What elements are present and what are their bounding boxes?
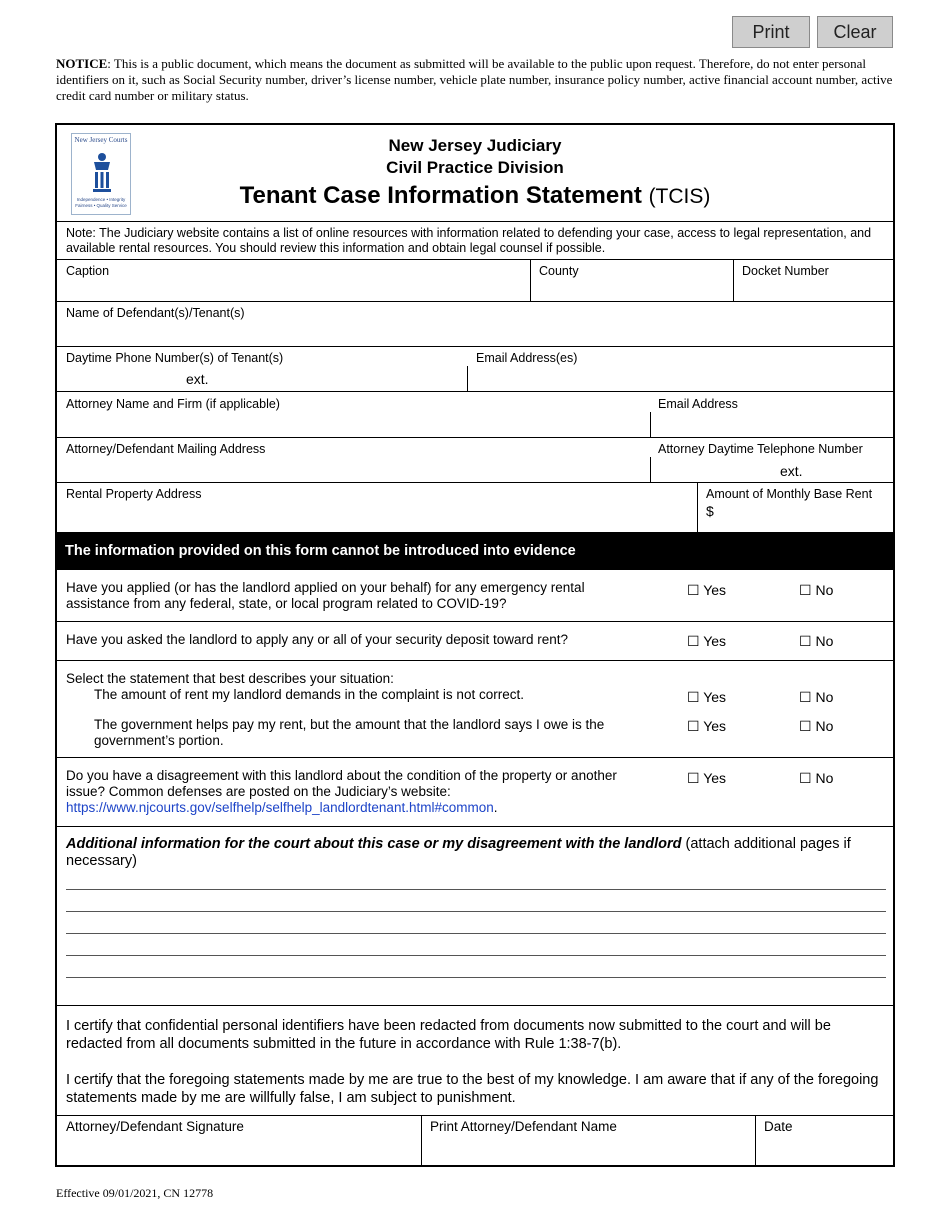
email-addresses-label: Email Address(es)	[476, 351, 578, 365]
checkbox-icon: ☐	[799, 582, 812, 598]
notice-paragraph	[56, 56, 896, 104]
docket-number-label: Docket Number	[742, 264, 829, 278]
attorney-name-label: Attorney Name and Firm (if applicable)	[66, 397, 280, 411]
yes-label: Yes	[703, 689, 727, 705]
divider	[57, 301, 893, 302]
additional-info-bold: Additional information for the court about this case or my disagreement with the landlord	[66, 836, 682, 852]
q4-text: Do you have a disagreement with this landlord about the condition of the property or another issue? Common defenses are posted on the Judiciary’s website:	[66, 768, 617, 799]
writing-line[interactable]	[66, 889, 886, 890]
notice-text: : This is a public document, which means the document as submitted will be available to the public upon request. Therefore, do not enter personal identifiers on it, such as Social Security number, driver’s license number, vehicle plate number, insurance policy number, active financial account number, active credit card number or military status.	[56, 56, 893, 103]
writing-line[interactable]	[66, 911, 886, 912]
divider	[57, 621, 893, 622]
checkbox-icon: ☐	[687, 718, 700, 734]
question-situation-intro: Select the statement that best describes your situation:	[66, 671, 394, 686]
daytime-phone-label: Daytime Phone Number(s) of Tenant(s)	[66, 351, 284, 365]
q4-no-checkbox[interactable]	[799, 770, 833, 786]
question-government-portion: The government helps pay my rent, but the amount that the landlord says I owe is the government’s portion.	[94, 717, 605, 748]
checkbox-icon: ☐	[687, 633, 700, 649]
monthly-rent-label: Amount of Monthly Base Rent	[706, 487, 873, 501]
print-button[interactable]: Print	[732, 16, 810, 48]
certification-redaction: I certify that confidential personal identifiers have been redacted from documents now submitted to the court and will be redacted from all documents submitted in the future in accordance with Rule 1:38-7(b).	[66, 1018, 831, 1052]
q4-end: .	[493, 800, 498, 815]
divider	[57, 1005, 893, 1006]
email-address-label: Email Address	[658, 397, 738, 411]
divider	[755, 1115, 756, 1167]
additional-info-rest: (attach additional pages if necessary)	[66, 836, 851, 869]
org-name: New Jersey Judiciary	[388, 136, 562, 155]
divider	[57, 437, 893, 438]
county-label: County	[539, 264, 579, 278]
divider	[57, 221, 893, 222]
no-label: No	[815, 770, 834, 786]
divider	[57, 757, 893, 758]
q2-yes-checkbox[interactable]	[687, 633, 726, 649]
effective-date-footer: Effective 09/01/2021, CN 12778	[56, 1186, 214, 1200]
certification-truth: I certify that the foregoing statements made by me are true to the best of my knowledge. I am aware that if any of the foregoing statements made by me are willfully false, I am subject to punishment.	[66, 1072, 879, 1106]
form-title	[57, 182, 893, 210]
divider	[57, 482, 893, 483]
divider	[57, 391, 893, 392]
q3a-no-checkbox[interactable]	[799, 689, 833, 705]
writing-line[interactable]	[66, 933, 886, 934]
divider	[57, 1115, 893, 1116]
no-label: No	[815, 718, 834, 734]
checkbox-icon: ☐	[687, 689, 700, 705]
tcis-form	[55, 123, 895, 1167]
form-title-abbr: (TCIS)	[648, 185, 711, 208]
writing-line[interactable]	[66, 955, 886, 956]
q2-no-checkbox[interactable]	[799, 633, 833, 649]
question-security-deposit: Have you asked the landlord to apply any or all of your security deposit toward rent?	[66, 632, 569, 647]
checkbox-icon: ☐	[799, 770, 812, 786]
clear-button[interactable]: Clear	[817, 16, 893, 48]
checkbox-icon: ☐	[799, 633, 812, 649]
checkbox-icon: ☐	[687, 770, 700, 786]
q4-yes-checkbox[interactable]	[687, 770, 726, 786]
q1-no-checkbox[interactable]	[799, 582, 833, 598]
no-label: No	[815, 633, 834, 649]
attorney-phone-label: Attorney Daytime Telephone Number	[658, 442, 863, 456]
notice-label: NOTICE	[56, 56, 108, 71]
form-title-text: Tenant Case Information Statement	[239, 182, 642, 209]
defenses-link[interactable]: https://www.njcourts.gov/selfhelp/selfhelp_landlordtenant.html#common	[66, 800, 494, 815]
date-label: Date	[764, 1119, 793, 1134]
checkbox-icon: ☐	[799, 689, 812, 705]
no-label: No	[815, 582, 834, 598]
rental-address-label: Rental Property Address	[66, 487, 202, 501]
attorney-phone-ext-label: ext.	[780, 463, 803, 479]
checkbox-icon: ☐	[799, 718, 812, 734]
divider	[650, 412, 651, 437]
q3a-yes-checkbox[interactable]	[687, 689, 726, 705]
yes-label: Yes	[703, 770, 727, 786]
mailing-address-label: Attorney/Defendant Mailing Address	[66, 442, 266, 456]
judiciary-note: Note: The Judiciary website contains a list of online resources with information related to defending your case, access to legal representation, and available rental resources. You should review this information and obtain legal counsel if possible.	[66, 226, 872, 255]
yes-label: Yes	[703, 582, 727, 598]
divider	[530, 259, 531, 301]
caption-label: Caption	[66, 264, 110, 278]
yes-label: Yes	[703, 633, 727, 649]
question-rent-incorrect: The amount of rent my landlord demands in the complaint is not correct.	[94, 687, 524, 702]
divider	[57, 259, 893, 260]
signature-label: Attorney/Defendant Signature	[66, 1119, 244, 1134]
no-label: No	[815, 689, 834, 705]
divider	[57, 660, 893, 661]
divider	[733, 259, 734, 301]
q3b-no-checkbox[interactable]	[799, 718, 833, 734]
divider	[467, 366, 468, 391]
q1-yes-checkbox[interactable]	[687, 582, 726, 598]
q3b-yes-checkbox[interactable]	[687, 718, 726, 734]
defendant-name-label: Name of Defendant(s)/Tenant(s)	[66, 306, 245, 320]
divider	[57, 826, 893, 827]
question-property-disagreement	[66, 768, 646, 816]
divider	[57, 346, 893, 347]
divider	[697, 482, 698, 532]
dollar-sign: $	[706, 503, 714, 519]
divider	[421, 1115, 422, 1167]
yes-label: Yes	[703, 718, 727, 734]
logo-title: New Jersey Courts	[74, 136, 128, 144]
phone-ext-label: ext.	[186, 371, 209, 387]
logo-tagline: Independence • Integrity Fairness • Quality Service	[75, 197, 127, 208]
division-name: Civil Practice Division	[386, 158, 564, 177]
question-emergency-rental-assistance: Have you applied (or has the landlord applied on your behalf) for any emergency rental assistance from any federal, state, or local program related to COVID-19?	[66, 580, 585, 611]
writing-line[interactable]	[66, 977, 886, 978]
checkbox-icon: ☐	[687, 582, 700, 598]
print-name-label: Print Attorney/Defendant Name	[430, 1119, 617, 1134]
additional-info-heading	[66, 836, 886, 870]
evidence-banner: The information provided on this form cannot be introduced into evidence	[57, 532, 893, 570]
divider	[650, 457, 651, 482]
